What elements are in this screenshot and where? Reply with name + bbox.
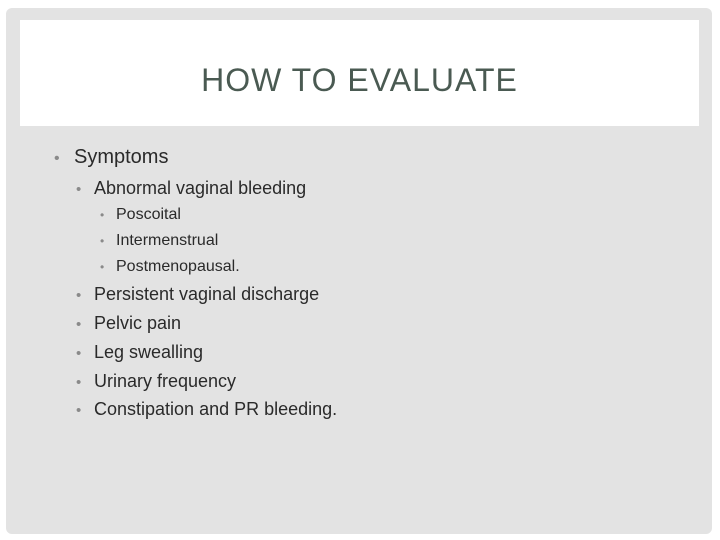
bullet-item: [100, 232, 218, 250]
bullet-item: [76, 313, 181, 334]
bullet-item: [54, 146, 168, 169]
bullet-icon: •: [76, 316, 82, 333]
bullet-text: Symptoms: [74, 146, 169, 168]
bullet-icon: •: [76, 345, 82, 362]
bullet-icon: •: [100, 260, 105, 274]
slide: [6, 8, 712, 534]
bullet-icon: •: [100, 208, 105, 222]
bullet-item: [76, 178, 306, 199]
slide-title: HOW TO EVALUATE: [201, 61, 518, 98]
bullet-text: Persistent vaginal discharge: [94, 284, 320, 304]
bullet-icon: •: [76, 181, 82, 198]
bullet-item: [100, 206, 181, 224]
bullet-text: Postmenopausal.: [116, 258, 240, 275]
bullet-text: Poscoital: [116, 206, 181, 223]
bullet-item: [100, 258, 240, 276]
bullet-icon: •: [54, 150, 60, 167]
bullet-text: Abnormal vaginal bleeding: [94, 178, 307, 198]
bullet-icon: •: [100, 234, 105, 248]
bullet-text: Urinary frequency: [94, 371, 237, 391]
bullet-text: Intermenstrual: [116, 232, 219, 249]
bullet-item: [76, 284, 319, 305]
bullet-icon: •: [76, 374, 82, 391]
bullet-item: [76, 399, 337, 420]
slide-content: [6, 8, 712, 534]
bullet-item: [76, 342, 203, 363]
bullet-text: Leg swealling: [94, 342, 204, 362]
bullet-icon: •: [76, 287, 82, 304]
bullet-item: [76, 371, 236, 392]
bullet-text: Pelvic pain: [94, 313, 182, 333]
bullet-text: Constipation and PR bleeding.: [94, 399, 338, 419]
bullet-icon: •: [76, 402, 82, 419]
